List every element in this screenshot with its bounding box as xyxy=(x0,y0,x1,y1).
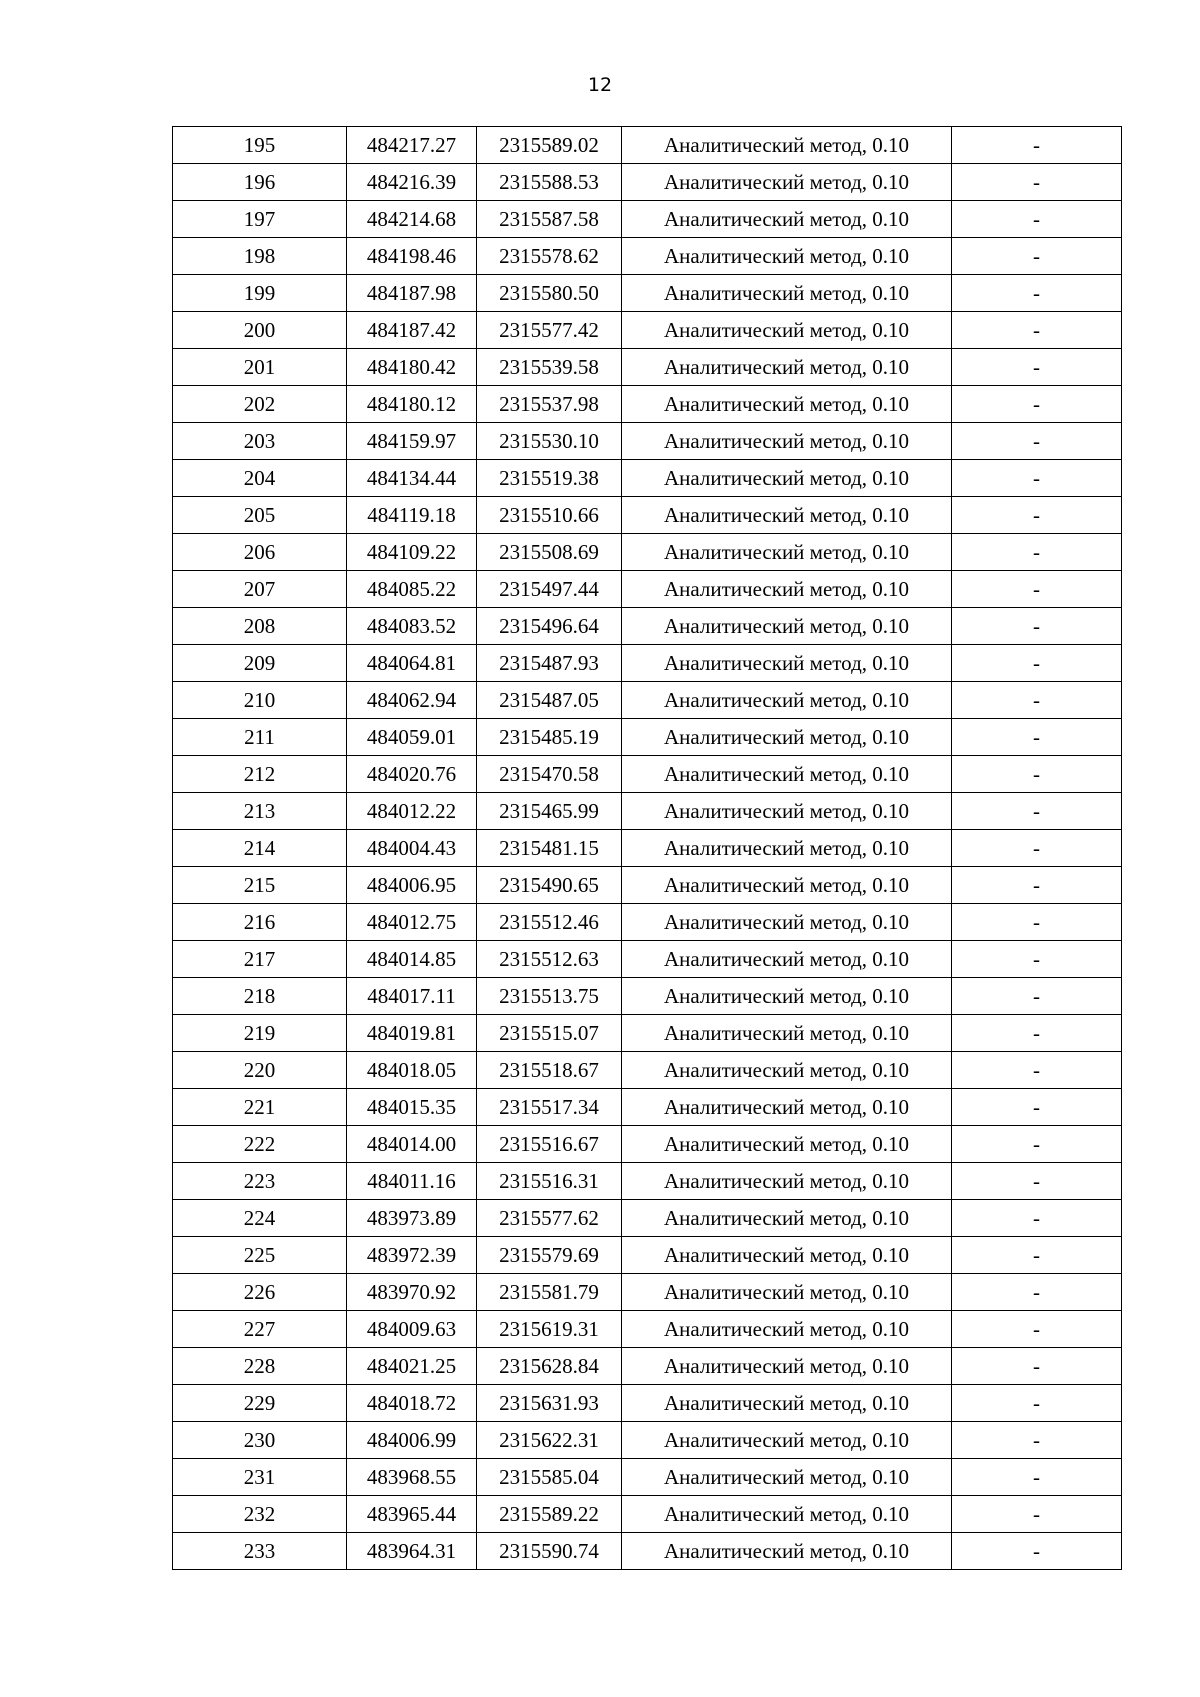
y-coordinate-cell: 2315588.53 xyxy=(477,164,622,201)
x-coordinate-cell: 484109.22 xyxy=(347,534,477,571)
x-coordinate-cell: 484180.12 xyxy=(347,386,477,423)
x-coordinate-cell: 484064.81 xyxy=(347,645,477,682)
x-coordinate-cell: 483968.55 xyxy=(347,1459,477,1496)
table-row xyxy=(173,275,1122,312)
point-description-cell: - xyxy=(952,349,1122,386)
x-coordinate-cell: 484006.95 xyxy=(347,867,477,904)
y-coordinate-cell: 2315487.93 xyxy=(477,645,622,682)
point-description-cell: - xyxy=(952,1052,1122,1089)
point-description-cell: - xyxy=(952,1459,1122,1496)
point-description-cell: - xyxy=(952,1496,1122,1533)
y-coordinate-cell: 2315587.58 xyxy=(477,201,622,238)
table-row xyxy=(173,978,1122,1015)
point-number-cell: 221 xyxy=(173,1089,347,1126)
table-row xyxy=(173,1422,1122,1459)
y-coordinate-cell: 2315580.50 xyxy=(477,275,622,312)
x-coordinate-cell: 484012.22 xyxy=(347,793,477,830)
point-description-cell: - xyxy=(952,1274,1122,1311)
y-coordinate-cell: 2315513.75 xyxy=(477,978,622,1015)
point-number-cell: 199 xyxy=(173,275,347,312)
point-description-cell: - xyxy=(952,608,1122,645)
method-accuracy-cell: Аналитический метод, 0.10 xyxy=(622,571,952,608)
y-coordinate-cell: 2315519.38 xyxy=(477,460,622,497)
y-coordinate-cell: 2315485.19 xyxy=(477,719,622,756)
x-coordinate-cell: 483964.31 xyxy=(347,1533,477,1570)
y-coordinate-cell: 2315619.31 xyxy=(477,1311,622,1348)
y-coordinate-cell: 2315631.93 xyxy=(477,1385,622,1422)
point-number-cell: 233 xyxy=(173,1533,347,1570)
method-accuracy-cell: Аналитический метод, 0.10 xyxy=(622,238,952,275)
y-coordinate-cell: 2315515.07 xyxy=(477,1015,622,1052)
method-accuracy-cell: Аналитический метод, 0.10 xyxy=(622,1015,952,1052)
y-coordinate-cell: 2315589.22 xyxy=(477,1496,622,1533)
point-description-cell: - xyxy=(952,1200,1122,1237)
y-coordinate-cell: 2315517.34 xyxy=(477,1089,622,1126)
x-coordinate-cell: 484085.22 xyxy=(347,571,477,608)
method-accuracy-cell: Аналитический метод, 0.10 xyxy=(622,460,952,497)
point-description-cell: - xyxy=(952,1348,1122,1385)
y-coordinate-cell: 2315539.58 xyxy=(477,349,622,386)
table-row xyxy=(173,1496,1122,1533)
method-accuracy-cell: Аналитический метод, 0.10 xyxy=(622,719,952,756)
y-coordinate-cell: 2315487.05 xyxy=(477,682,622,719)
y-coordinate-cell: 2315497.44 xyxy=(477,571,622,608)
point-number-cell: 204 xyxy=(173,460,347,497)
method-accuracy-cell: Аналитический метод, 0.10 xyxy=(622,904,952,941)
point-number-cell: 202 xyxy=(173,386,347,423)
method-accuracy-cell: Аналитический метод, 0.10 xyxy=(622,682,952,719)
table-row xyxy=(173,941,1122,978)
point-number-cell: 227 xyxy=(173,1311,347,1348)
x-coordinate-cell: 484019.81 xyxy=(347,1015,477,1052)
point-description-cell: - xyxy=(952,719,1122,756)
method-accuracy-cell: Аналитический метод, 0.10 xyxy=(622,1348,952,1385)
point-number-cell: 215 xyxy=(173,867,347,904)
table-row xyxy=(173,127,1122,164)
table-row xyxy=(173,534,1122,571)
method-accuracy-cell: Аналитический метод, 0.10 xyxy=(622,275,952,312)
table-row xyxy=(173,793,1122,830)
x-coordinate-cell: 484180.42 xyxy=(347,349,477,386)
x-coordinate-cell: 484187.98 xyxy=(347,275,477,312)
y-coordinate-cell: 2315512.63 xyxy=(477,941,622,978)
method-accuracy-cell: Аналитический метод, 0.10 xyxy=(622,534,952,571)
table-row xyxy=(173,571,1122,608)
x-coordinate-cell: 484059.01 xyxy=(347,719,477,756)
point-description-cell: - xyxy=(952,1385,1122,1422)
x-coordinate-cell: 484006.99 xyxy=(347,1422,477,1459)
table-row xyxy=(173,1385,1122,1422)
point-number-cell: 196 xyxy=(173,164,347,201)
point-description-cell: - xyxy=(952,1015,1122,1052)
method-accuracy-cell: Аналитический метод, 0.10 xyxy=(622,1237,952,1274)
point-number-cell: 230 xyxy=(173,1422,347,1459)
point-number-cell: 203 xyxy=(173,423,347,460)
point-description-cell: - xyxy=(952,1163,1122,1200)
point-number-cell: 210 xyxy=(173,682,347,719)
table-row xyxy=(173,867,1122,904)
x-coordinate-cell: 483972.39 xyxy=(347,1237,477,1274)
table-row xyxy=(173,423,1122,460)
method-accuracy-cell: Аналитический метод, 0.10 xyxy=(622,1089,952,1126)
method-accuracy-cell: Аналитический метод, 0.10 xyxy=(622,1126,952,1163)
point-description-cell: - xyxy=(952,497,1122,534)
x-coordinate-cell: 484187.42 xyxy=(347,312,477,349)
method-accuracy-cell: Аналитический метод, 0.10 xyxy=(622,386,952,423)
point-description-cell: - xyxy=(952,1311,1122,1348)
method-accuracy-cell: Аналитический метод, 0.10 xyxy=(622,941,952,978)
point-number-cell: 208 xyxy=(173,608,347,645)
table-row xyxy=(173,1237,1122,1274)
method-accuracy-cell: Аналитический метод, 0.10 xyxy=(622,127,952,164)
y-coordinate-cell: 2315481.15 xyxy=(477,830,622,867)
table-row xyxy=(173,1200,1122,1237)
point-number-cell: 200 xyxy=(173,312,347,349)
point-number-cell: 226 xyxy=(173,1274,347,1311)
point-number-cell: 218 xyxy=(173,978,347,1015)
point-number-cell: 205 xyxy=(173,497,347,534)
point-number-cell: 214 xyxy=(173,830,347,867)
method-accuracy-cell: Аналитический метод, 0.10 xyxy=(622,1496,952,1533)
method-accuracy-cell: Аналитический метод, 0.10 xyxy=(622,349,952,386)
table-row xyxy=(173,682,1122,719)
x-coordinate-cell: 484119.18 xyxy=(347,497,477,534)
method-accuracy-cell: Аналитический метод, 0.10 xyxy=(622,423,952,460)
point-number-cell: 228 xyxy=(173,1348,347,1385)
method-accuracy-cell: Аналитический метод, 0.10 xyxy=(622,978,952,1015)
point-description-cell: - xyxy=(952,127,1122,164)
method-accuracy-cell: Аналитический метод, 0.10 xyxy=(622,1052,952,1089)
y-coordinate-cell: 2315510.66 xyxy=(477,497,622,534)
y-coordinate-cell: 2315581.79 xyxy=(477,1274,622,1311)
x-coordinate-cell: 484015.35 xyxy=(347,1089,477,1126)
table-row xyxy=(173,608,1122,645)
point-description-cell: - xyxy=(952,571,1122,608)
x-coordinate-cell: 484216.39 xyxy=(347,164,477,201)
point-number-cell: 206 xyxy=(173,534,347,571)
point-number-cell: 220 xyxy=(173,1052,347,1089)
table-row xyxy=(173,1089,1122,1126)
y-coordinate-cell: 2315470.58 xyxy=(477,756,622,793)
point-number-cell: 195 xyxy=(173,127,347,164)
table-row xyxy=(173,312,1122,349)
method-accuracy-cell: Аналитический метод, 0.10 xyxy=(622,793,952,830)
y-coordinate-cell: 2315465.99 xyxy=(477,793,622,830)
point-number-cell: 225 xyxy=(173,1237,347,1274)
method-accuracy-cell: Аналитический метод, 0.10 xyxy=(622,1311,952,1348)
point-description-cell: - xyxy=(952,312,1122,349)
table-row xyxy=(173,1348,1122,1385)
point-description-cell: - xyxy=(952,1533,1122,1570)
y-coordinate-cell: 2315512.46 xyxy=(477,904,622,941)
table-row xyxy=(173,201,1122,238)
table-row xyxy=(173,1274,1122,1311)
point-description-cell: - xyxy=(952,1237,1122,1274)
y-coordinate-cell: 2315579.69 xyxy=(477,1237,622,1274)
point-number-cell: 224 xyxy=(173,1200,347,1237)
coordinates-table-body xyxy=(173,127,1122,1570)
point-description-cell: - xyxy=(952,682,1122,719)
method-accuracy-cell: Аналитический метод, 0.10 xyxy=(622,830,952,867)
point-number-cell: 213 xyxy=(173,793,347,830)
point-number-cell: 229 xyxy=(173,1385,347,1422)
y-coordinate-cell: 2315628.84 xyxy=(477,1348,622,1385)
x-coordinate-cell: 484021.25 xyxy=(347,1348,477,1385)
method-accuracy-cell: Аналитический метод, 0.10 xyxy=(622,1459,952,1496)
point-description-cell: - xyxy=(952,423,1122,460)
point-description-cell: - xyxy=(952,1089,1122,1126)
x-coordinate-cell: 483973.89 xyxy=(347,1200,477,1237)
table-row xyxy=(173,1533,1122,1570)
table-row xyxy=(173,349,1122,386)
point-number-cell: 232 xyxy=(173,1496,347,1533)
point-number-cell: 207 xyxy=(173,571,347,608)
table-row xyxy=(173,1126,1122,1163)
point-number-cell: 231 xyxy=(173,1459,347,1496)
table-row xyxy=(173,719,1122,756)
y-coordinate-cell: 2315577.62 xyxy=(477,1200,622,1237)
point-number-cell: 223 xyxy=(173,1163,347,1200)
y-coordinate-cell: 2315577.42 xyxy=(477,312,622,349)
method-accuracy-cell: Аналитический метод, 0.10 xyxy=(622,867,952,904)
point-description-cell: - xyxy=(952,201,1122,238)
point-number-cell: 216 xyxy=(173,904,347,941)
point-description-cell: - xyxy=(952,1422,1122,1459)
point-number-cell: 211 xyxy=(173,719,347,756)
method-accuracy-cell: Аналитический метод, 0.10 xyxy=(622,645,952,682)
table-row xyxy=(173,386,1122,423)
x-coordinate-cell: 484020.76 xyxy=(347,756,477,793)
x-coordinate-cell: 484217.27 xyxy=(347,127,477,164)
table-row xyxy=(173,238,1122,275)
y-coordinate-cell: 2315578.62 xyxy=(477,238,622,275)
point-number-cell: 209 xyxy=(173,645,347,682)
table-row xyxy=(173,830,1122,867)
method-accuracy-cell: Аналитический метод, 0.10 xyxy=(622,608,952,645)
table-row xyxy=(173,645,1122,682)
x-coordinate-cell: 484012.75 xyxy=(347,904,477,941)
point-description-cell: - xyxy=(952,645,1122,682)
method-accuracy-cell: Аналитический метод, 0.10 xyxy=(622,164,952,201)
table-row xyxy=(173,1052,1122,1089)
table-row xyxy=(173,1311,1122,1348)
x-coordinate-cell: 484198.46 xyxy=(347,238,477,275)
y-coordinate-cell: 2315530.10 xyxy=(477,423,622,460)
point-description-cell: - xyxy=(952,793,1122,830)
x-coordinate-cell: 483965.44 xyxy=(347,1496,477,1533)
point-description-cell: - xyxy=(952,830,1122,867)
y-coordinate-cell: 2315590.74 xyxy=(477,1533,622,1570)
point-number-cell: 201 xyxy=(173,349,347,386)
point-number-cell: 198 xyxy=(173,238,347,275)
y-coordinate-cell: 2315490.65 xyxy=(477,867,622,904)
table-row xyxy=(173,904,1122,941)
point-description-cell: - xyxy=(952,164,1122,201)
point-description-cell: - xyxy=(952,867,1122,904)
table-row xyxy=(173,1163,1122,1200)
x-coordinate-cell: 484014.00 xyxy=(347,1126,477,1163)
y-coordinate-cell: 2315537.98 xyxy=(477,386,622,423)
point-description-cell: - xyxy=(952,238,1122,275)
coordinates-table xyxy=(172,126,1122,1570)
y-coordinate-cell: 2315516.67 xyxy=(477,1126,622,1163)
method-accuracy-cell: Аналитический метод, 0.10 xyxy=(622,756,952,793)
point-description-cell: - xyxy=(952,756,1122,793)
point-description-cell: - xyxy=(952,941,1122,978)
method-accuracy-cell: Аналитический метод, 0.10 xyxy=(622,497,952,534)
y-coordinate-cell: 2315622.31 xyxy=(477,1422,622,1459)
point-description-cell: - xyxy=(952,275,1122,312)
point-number-cell: 217 xyxy=(173,941,347,978)
method-accuracy-cell: Аналитический метод, 0.10 xyxy=(622,312,952,349)
y-coordinate-cell: 2315496.64 xyxy=(477,608,622,645)
point-description-cell: - xyxy=(952,460,1122,497)
method-accuracy-cell: Аналитический метод, 0.10 xyxy=(622,1163,952,1200)
point-description-cell: - xyxy=(952,978,1122,1015)
point-description-cell: - xyxy=(952,386,1122,423)
method-accuracy-cell: Аналитический метод, 0.10 xyxy=(622,1200,952,1237)
y-coordinate-cell: 2315518.67 xyxy=(477,1052,622,1089)
x-coordinate-cell: 484062.94 xyxy=(347,682,477,719)
table-row xyxy=(173,1015,1122,1052)
point-description-cell: - xyxy=(952,904,1122,941)
table-row xyxy=(173,460,1122,497)
point-description-cell: - xyxy=(952,534,1122,571)
point-number-cell: 197 xyxy=(173,201,347,238)
x-coordinate-cell: 484011.16 xyxy=(347,1163,477,1200)
table-row xyxy=(173,756,1122,793)
x-coordinate-cell: 484018.72 xyxy=(347,1385,477,1422)
x-coordinate-cell: 483970.92 xyxy=(347,1274,477,1311)
x-coordinate-cell: 484083.52 xyxy=(347,608,477,645)
x-coordinate-cell: 484159.97 xyxy=(347,423,477,460)
method-accuracy-cell: Аналитический метод, 0.10 xyxy=(622,1422,952,1459)
y-coordinate-cell: 2315508.69 xyxy=(477,534,622,571)
method-accuracy-cell: Аналитический метод, 0.10 xyxy=(622,1385,952,1422)
x-coordinate-cell: 484004.43 xyxy=(347,830,477,867)
method-accuracy-cell: Аналитический метод, 0.10 xyxy=(622,201,952,238)
point-number-cell: 219 xyxy=(173,1015,347,1052)
x-coordinate-cell: 484214.68 xyxy=(347,201,477,238)
table-row xyxy=(173,164,1122,201)
table-row xyxy=(173,1459,1122,1496)
point-number-cell: 212 xyxy=(173,756,347,793)
method-accuracy-cell: Аналитический метод, 0.10 xyxy=(622,1533,952,1570)
y-coordinate-cell: 2315516.31 xyxy=(477,1163,622,1200)
y-coordinate-cell: 2315585.04 xyxy=(477,1459,622,1496)
x-coordinate-cell: 484009.63 xyxy=(347,1311,477,1348)
page-number: 12 xyxy=(587,74,613,96)
point-description-cell: - xyxy=(952,1126,1122,1163)
x-coordinate-cell: 484014.85 xyxy=(347,941,477,978)
x-coordinate-cell: 484018.05 xyxy=(347,1052,477,1089)
x-coordinate-cell: 484134.44 xyxy=(347,460,477,497)
point-number-cell: 222 xyxy=(173,1126,347,1163)
y-coordinate-cell: 2315589.02 xyxy=(477,127,622,164)
method-accuracy-cell: Аналитический метод, 0.10 xyxy=(622,1274,952,1311)
table-row xyxy=(173,497,1122,534)
x-coordinate-cell: 484017.11 xyxy=(347,978,477,1015)
